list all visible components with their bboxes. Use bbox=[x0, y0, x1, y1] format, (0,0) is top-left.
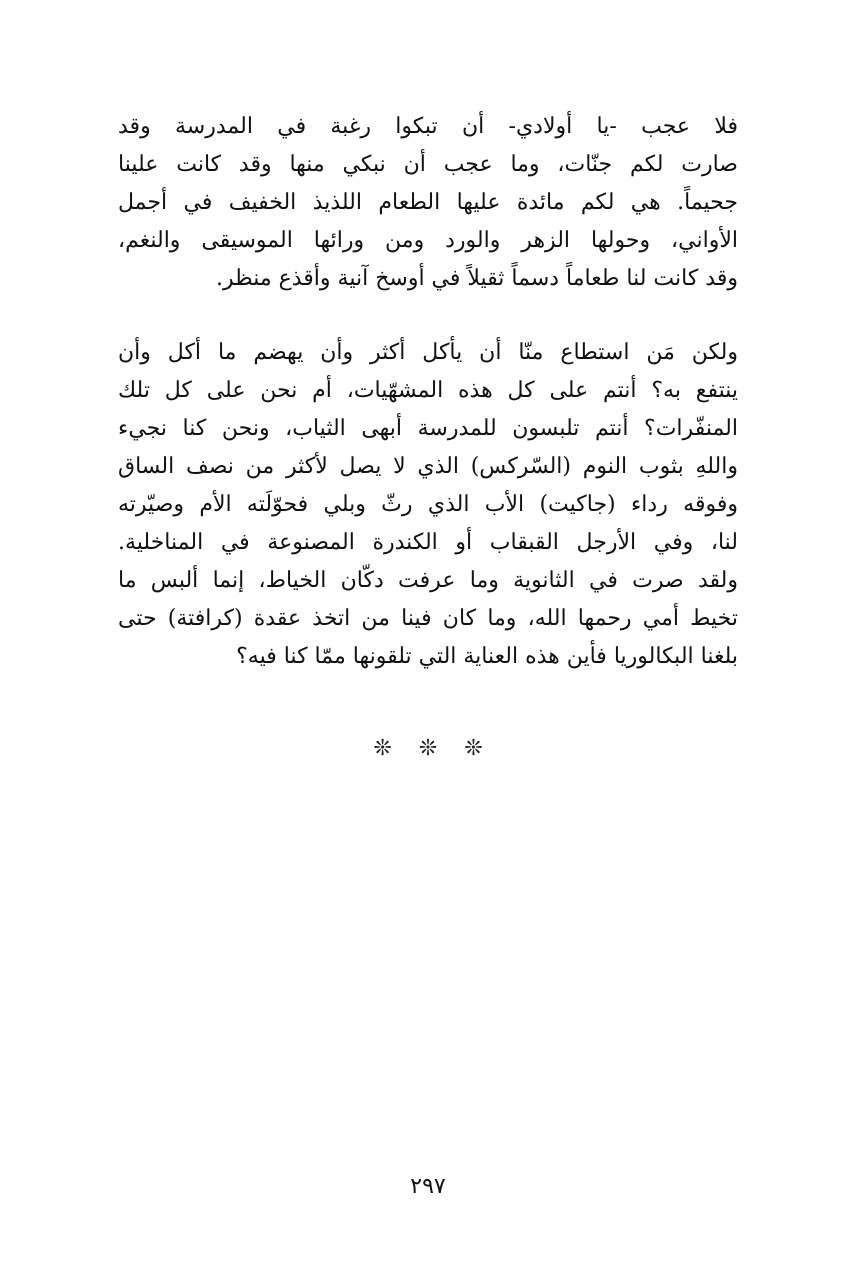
text-line: ولكن مَن استطاع منّا أن يأكل أكثر وأن يهضم ما أكل وأن bbox=[118, 340, 738, 365]
text-line: ينتفع به؟ أنتم على كل هذه المشهّيات، أم نحن على كل تلك bbox=[118, 378, 738, 403]
text-line: تخيط أمي رحمها الله، وما كان فينا من اتخذ عقدة (كرافتة) حتى bbox=[118, 606, 738, 631]
text-line: لنا، وفي الأرجل القبقاب أو الكندرة المصنوعة في المناخلية. bbox=[118, 530, 738, 555]
text-line: صارت لكم جنّات، وما عجب أن نبكي منها وقد كانت علينا bbox=[118, 152, 738, 177]
text-line: واللهِ بثوب النوم (السّركس) الذي لا يصل لأكثر من نصف الساق bbox=[118, 454, 738, 479]
paragraph-2 bbox=[118, 334, 738, 676]
section-separator bbox=[0, 734, 856, 764]
text-line: ولقد صرت في الثانوية وما عرفت دكّان الخياط، إنما ألبس ما bbox=[118, 568, 738, 593]
text-line: وقد كانت لنا طعاماً دسماً ثقيلاً في أوسخ آنية وأقذع منظر. bbox=[216, 266, 738, 291]
text-line: الأواني، وحولها الزهر والورد ومن ورائها الموسيقى والنغم، bbox=[118, 228, 738, 253]
paragraph-1 bbox=[118, 108, 738, 298]
text-line: المنفّرات؟ أنتم تلبسون للمدرسة أبهى الثياب، ونحن كنا نجيء bbox=[118, 416, 738, 441]
asterism-icon: ❊ bbox=[418, 736, 438, 761]
asterism-icon: ❊ bbox=[464, 736, 483, 761]
text-line: فلا عجب -يا أولادي- أن تبكوا رغبة في المدرسة وقد bbox=[118, 114, 738, 139]
text-line: وفوقه رداء (جاكيت) الأب الذي رثّ وبلي فحوّلَته الأم وصيّرته bbox=[118, 492, 738, 517]
asterism-icon: ❊ bbox=[373, 736, 392, 761]
text-line: بلغنا البكالوريا فأين هذه العناية التي تلقونها ممّا كنا فيه؟ bbox=[236, 644, 738, 669]
text-line: جحيماً. هي لكم مائدة عليها الطعام اللذيذ الخفيف في أجمل bbox=[118, 190, 738, 215]
page-number: ٢٩٧ bbox=[410, 1174, 446, 1199]
